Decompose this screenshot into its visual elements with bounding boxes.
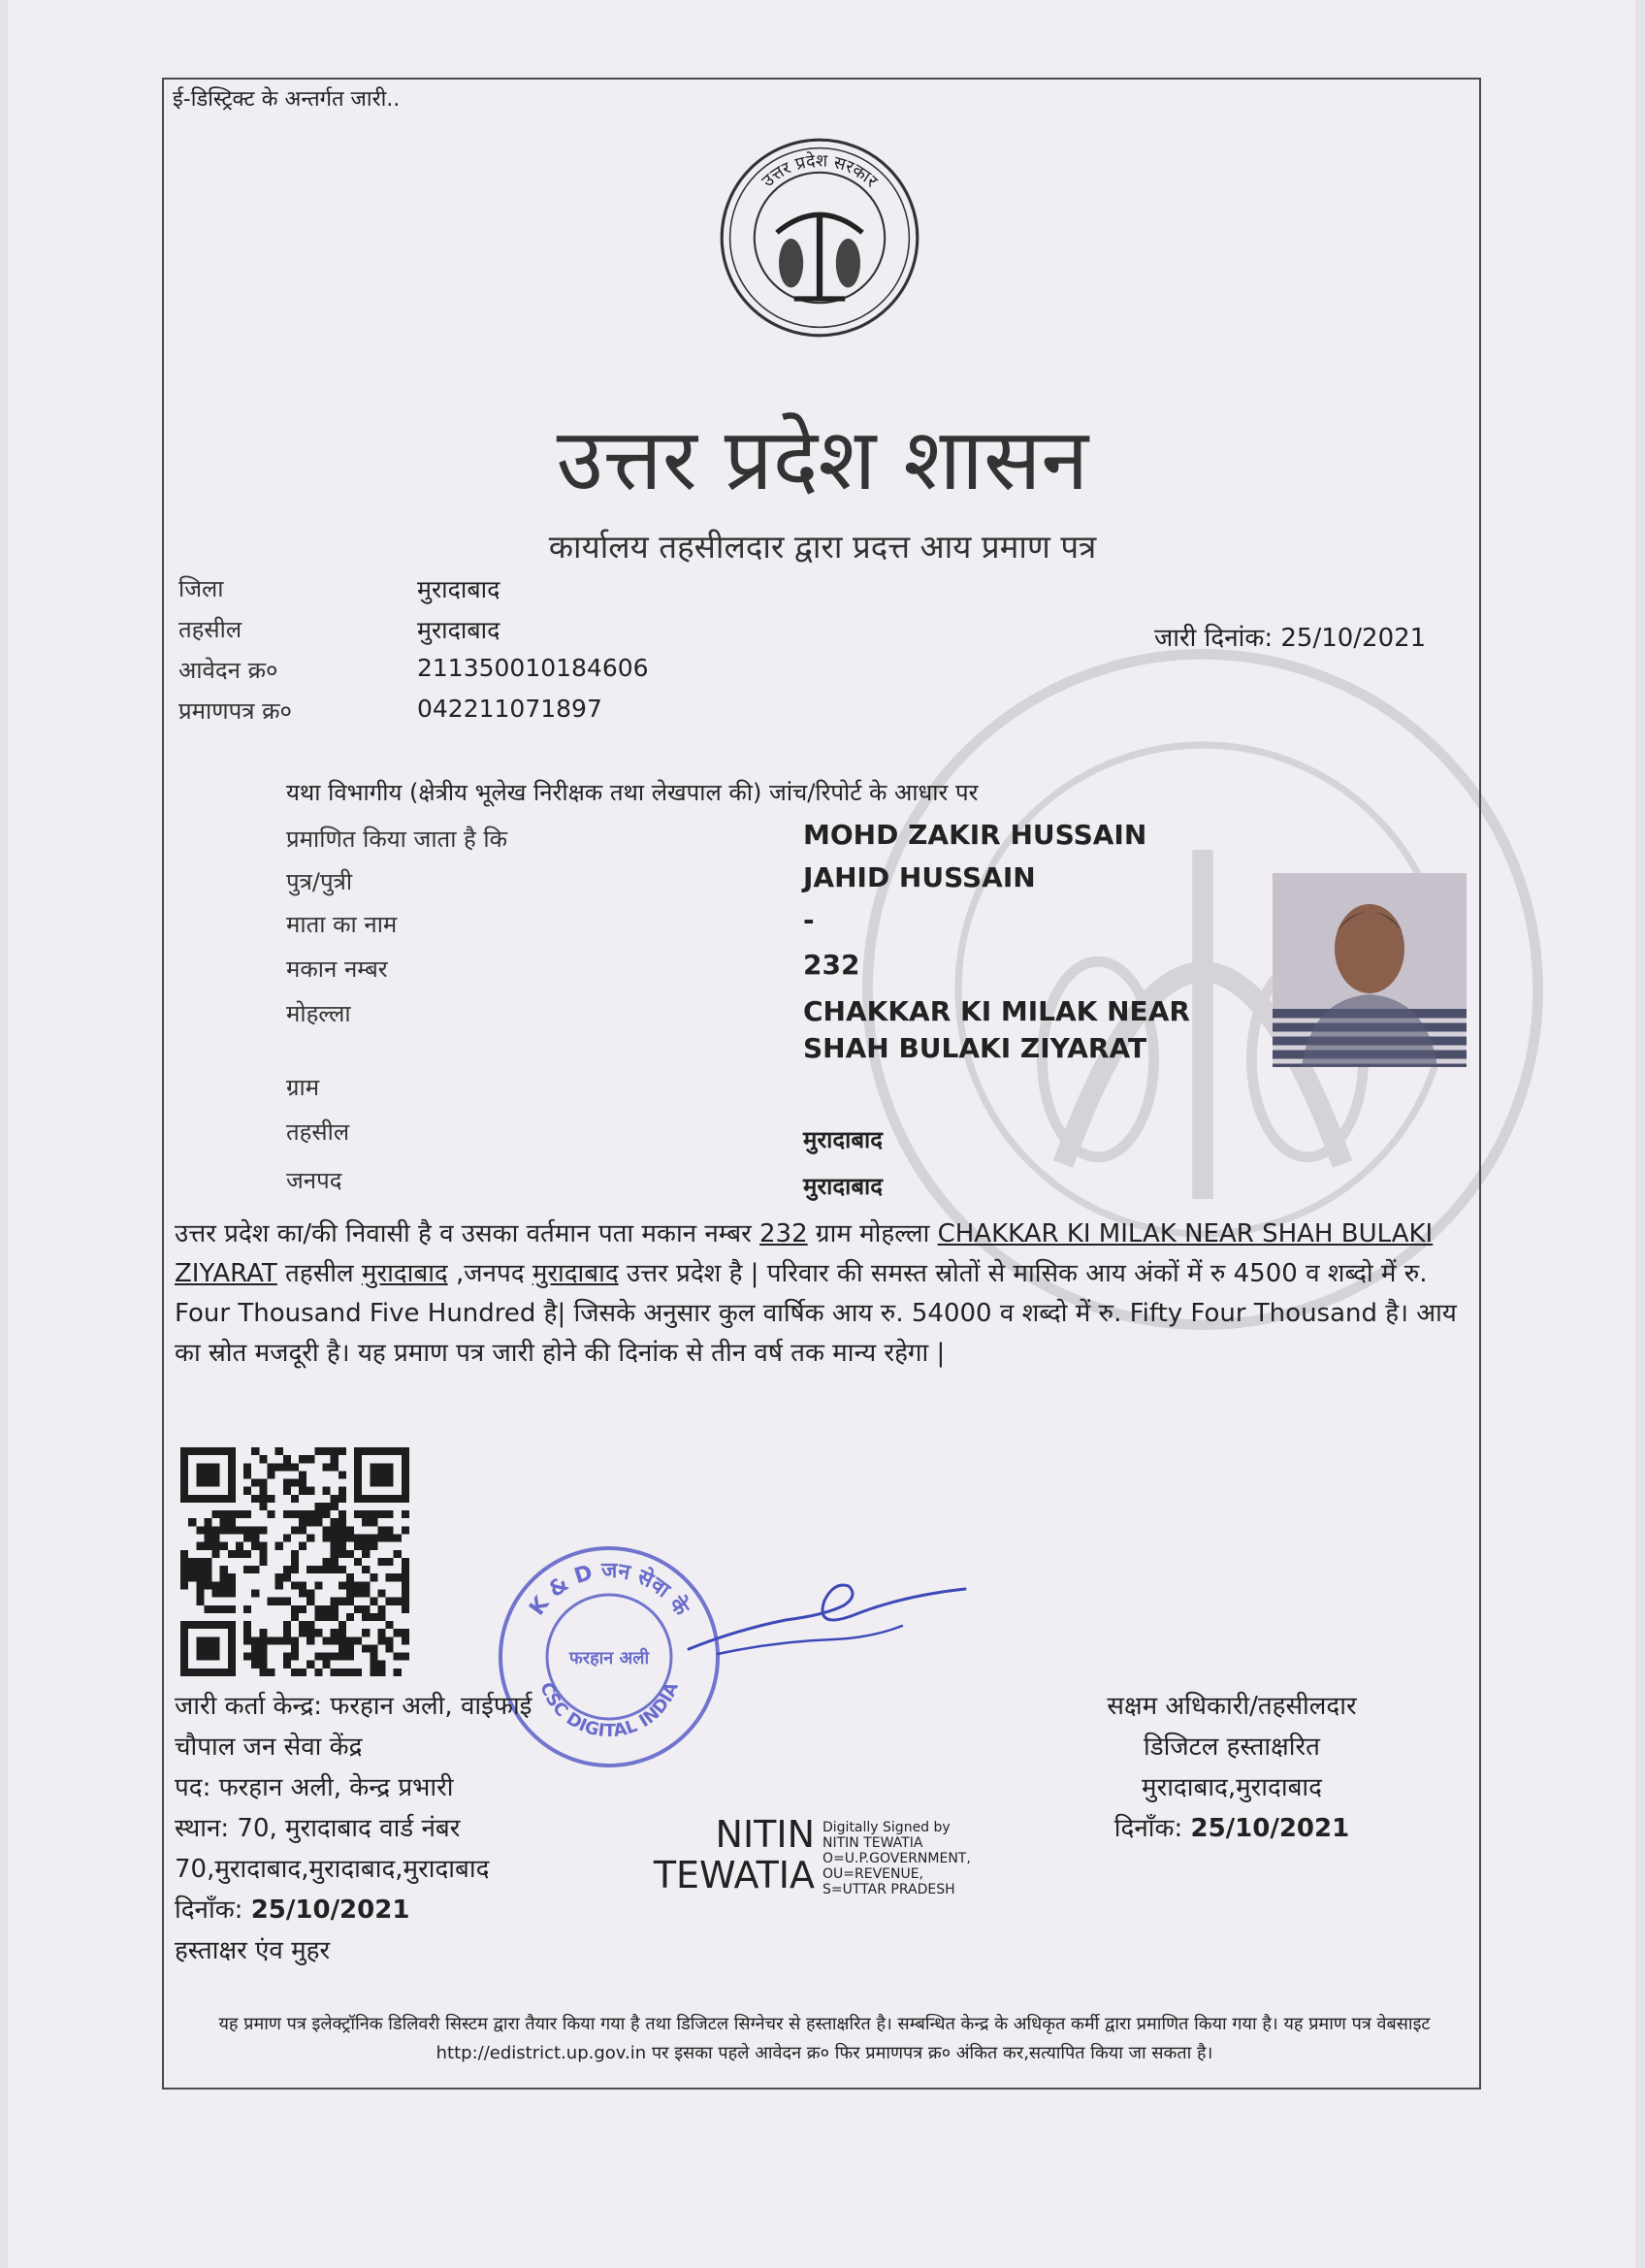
holder-name: MOHD ZAKIR HUSSAIN xyxy=(803,819,1147,851)
issuing-center-date xyxy=(175,1890,679,1930)
issuing-center-line-5: 70,मुरादाबाद,मुरादाबाद,मुरादाबाद xyxy=(175,1855,490,1884)
issuing-center-date-label: दिनाँक: xyxy=(175,1895,251,1925)
digital-signer-first-name: NITIN xyxy=(715,1813,815,1856)
holder-photo xyxy=(1273,873,1467,1067)
district-label: जिला xyxy=(178,575,224,602)
verification-qr-code[interactable] xyxy=(180,1447,409,1676)
officer-digitally-signed: डिजिटल हस्ताक्षरित xyxy=(1144,1733,1320,1762)
competent-officer-block xyxy=(1048,1686,1416,1849)
statement-part-3: तहसील xyxy=(276,1259,362,1288)
locality-label: मोहल्ला xyxy=(286,1000,351,1027)
issuing-center-sign-label: हस्ताक्षर एंव मुहर xyxy=(175,1936,331,1965)
digital-signature-detail-4: OU=REVENUE, xyxy=(822,1866,924,1882)
up-government-emblem xyxy=(718,136,921,340)
statement-part-5: उत्तर प्रदेश है | परिवार की समस्त स्रोतों से मासिक आय अंकों में रु 4500 व शब्दो में रु. Four Thousand Five Hundred है| जिसके अनुसार कुल वार्षिक आय रु. 54000 व शब्दो में रु. Fifty Four Thousand है। आय का स्रोत मजदूरी है। यह प्रमाण पत्र जारी होने की दिनांक से तीन वर्ष तक मान्य रहेगा | xyxy=(175,1259,1457,1368)
father-name: JAHID HUSSAIN xyxy=(803,861,1036,893)
verification-intro: यथा विभागीय (क्षेत्रीय भूलेख निरीक्षक तथा लेखपाल की) जांच/रिपोर्ट के आधार पर xyxy=(286,779,979,806)
relation-label: पुत्र/पुत्री xyxy=(286,868,353,895)
statement-locality: CHAKKAR KI MILAK NEAR SHAH BULAKI ZIYARAT xyxy=(175,1219,1434,1288)
svg-text:उत्तर प्रदेश सरकार: उत्तर प्रदेश सरकार xyxy=(758,150,882,192)
district-detail-value: मुरादाबाद xyxy=(803,1173,884,1200)
digital-signer-last-name: TEWATIA xyxy=(653,1854,815,1896)
tehsil-detail-label: तहसील xyxy=(286,1118,350,1146)
district-detail-label: जनपद xyxy=(286,1167,342,1194)
issuing-center-line-1: जारी कर्ता केन्द्र: फरहान अली, वाईफाई xyxy=(175,1692,532,1721)
certified-label: प्रमाणित किया जाता है कि xyxy=(286,826,508,853)
issuing-center-block xyxy=(175,1686,679,1971)
certificate-statement xyxy=(175,1215,1465,1374)
officer-date-value: 25/10/2021 xyxy=(1190,1814,1350,1843)
digital-signer-name xyxy=(621,1814,815,1895)
statement-district: मुरादाबाद xyxy=(532,1259,619,1288)
officer-date-label: दिनाँक: xyxy=(1113,1814,1191,1843)
digital-signature-detail-5: S=UTTAR PRADESH xyxy=(822,1882,955,1897)
district-value: मुरादाबाद xyxy=(417,575,500,603)
statement-tehsil: मुरादाबाद xyxy=(361,1259,448,1288)
certificate-number-label: प्रमाणपत्र क्र० xyxy=(178,697,292,725)
certificate-number-value: 042211071897 xyxy=(417,695,602,723)
officer-date xyxy=(1048,1808,1416,1849)
digital-signature-detail-3: O=U.P.GOVERNMENT, xyxy=(822,1851,971,1866)
digital-signature-detail-2: NITIN TEWATIA xyxy=(822,1835,923,1851)
issuing-center-line-4: स्थान: 70, मुरादाबाद वार्ड नंबर xyxy=(175,1814,461,1843)
tehsil-label: तहसील xyxy=(178,616,242,643)
house-number: 232 xyxy=(803,949,860,981)
handwritten-signature xyxy=(679,1562,970,1669)
statement-part-2: ग्राम मोहल्ला xyxy=(807,1219,938,1248)
statement-part-4: ,जनपद xyxy=(447,1259,532,1288)
application-number-value: 211350010184606 xyxy=(417,654,649,682)
application-number-label: आवेदन क्र० xyxy=(178,657,278,684)
officer-designation: सक्षम अधिकारी/तहसीलदार xyxy=(1107,1692,1357,1721)
house-number-label: मकान नम्बर xyxy=(286,956,388,983)
document-title: उत्तर प्रदेश शासन xyxy=(556,409,1089,509)
document-subtitle: कार्यालय तहसीलदार द्वारा प्रदत्त आय प्रमाण पत्र xyxy=(548,528,1097,566)
issuing-center-line-3: पद: फरहान अली, केन्द्र प्रभारी xyxy=(175,1773,454,1802)
svg-text:CSC DIGITAL INDIA: CSC DIGITAL INDIA xyxy=(535,1679,683,1742)
locality-line-2: SHAH BULAKI ZIYARAT xyxy=(803,1032,1147,1064)
village-label: ग्राम xyxy=(286,1074,320,1101)
digital-signature-detail-1: Digitally Signed by xyxy=(822,1820,951,1835)
tehsil-value: मुरादाबाद xyxy=(417,616,500,644)
issue-date: जारी दिनांक: 25/10/2021 xyxy=(1154,624,1427,653)
statement-house-number: 232 xyxy=(759,1219,808,1248)
statement-part-1: उत्तर प्रदेश का/की निवासी है व उसका वर्तमान पता मकान नम्बर xyxy=(175,1219,760,1248)
mother-name: - xyxy=(803,904,815,936)
svg-text:फरहान अली: फरहान अली xyxy=(568,1648,650,1669)
tehsil-detail-value: मुरादाबाद xyxy=(803,1126,884,1153)
issuing-center-line-2: चौपाल जन सेवा केंद्र xyxy=(175,1733,363,1762)
issued-under-note: ई-डिस्ट्रिक्ट के अन्तर्गत जारी.. xyxy=(173,87,401,112)
officer-location: मुरादाबाद,मुरादाबाद xyxy=(1142,1773,1322,1802)
digital-signature-details xyxy=(822,1820,1036,1897)
svg-text:K & D जन सेवा के: K & D जन सेवा के xyxy=(525,1559,693,1621)
issuing-center-date-value: 25/10/2021 xyxy=(250,1895,410,1925)
locality-line-1: CHAKKAR KI MILAK NEAR xyxy=(803,995,1190,1027)
verification-footer-note: यह प्रमाण पत्र इलेक्ट्रॉनिक डिलिवरी सिस्टम द्वारा तैयार किया गया है तथा डिजिटल सिग्नेचर से हस्ताक्षरित है। सम्बन्धित केन्द्र के अधिकृत कर्मी द्वारा प्रमाणित किया गया है। यह प्रमाण पत्र वेबसाइट http://edistrict.up.gov.in पर इसका पहले आवेदन क्र० फिर प्रमाणपत्र क्र० अंकित कर,सत्यापित किया जा सकता है। xyxy=(218,2014,1431,2063)
mother-name-label: माता का नाम xyxy=(286,911,398,938)
